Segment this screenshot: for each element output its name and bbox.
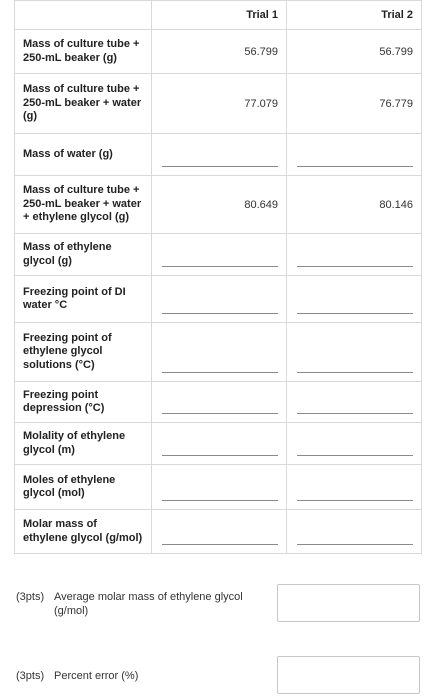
row-label	[15, 74, 152, 134]
answer-line	[297, 500, 413, 501]
answer-blank-trial-1[interactable]	[152, 465, 287, 510]
answer-blank-trial-2[interactable]	[287, 382, 422, 423]
row-label-line: 250-mL beaker + water	[23, 96, 142, 109]
row-label	[15, 423, 152, 465]
question-text-line: Average molar mass of ethylene glycol	[54, 591, 243, 603]
column-header-trial-2: Trial 2	[287, 1, 422, 30]
row-label-line: Mass of culture tube +	[23, 38, 140, 50]
answer-blank-trial-1[interactable]	[152, 134, 287, 176]
row-label-line: + ethylene glycol (g)	[23, 211, 130, 224]
points-label: (3pts)	[16, 670, 45, 682]
row-label-line: Freezing point of	[23, 331, 112, 344]
cell-value-trial-1: 80.649	[152, 176, 287, 234]
answer-blank-trial-2[interactable]	[287, 323, 422, 382]
answer-line	[297, 266, 413, 267]
answer-blank-trial-1[interactable]	[152, 423, 287, 465]
row-label	[15, 382, 152, 423]
question-row	[14, 583, 421, 623]
row-label-line: Mass of ethylene	[23, 241, 112, 253]
table-row	[15, 323, 422, 382]
answer-line	[162, 413, 278, 414]
answer-line	[162, 166, 278, 167]
answer-blank-trial-2[interactable]	[287, 134, 422, 176]
row-label-line: Moles of ethylene	[23, 473, 116, 486]
cell-value-trial-2: 80.146	[287, 176, 422, 234]
row-label-line: Freezing point	[23, 388, 99, 401]
table-row	[15, 74, 422, 134]
table-row	[15, 423, 422, 465]
row-label-line: 250-mL beaker (g)	[23, 51, 117, 64]
answer-line	[297, 544, 413, 545]
answer-blank-trial-2[interactable]	[287, 276, 422, 323]
cell-value-trial-2: 76.779	[287, 74, 422, 134]
answer-blank-trial-2[interactable]	[287, 423, 422, 465]
answer-line	[162, 455, 278, 456]
row-label-line: (g)	[23, 110, 38, 123]
answer-line	[297, 455, 413, 456]
row-label-line: solutions (°C)	[23, 358, 95, 371]
row-label-line: Molality of ethylene	[23, 430, 126, 442]
table-row	[15, 276, 422, 323]
row-label-line: water °C	[23, 299, 68, 311]
answer-line	[297, 413, 413, 414]
points-label: (3pts)	[16, 591, 45, 603]
table-row	[15, 176, 422, 234]
row-label-line: Mass of culture tube +	[23, 184, 140, 197]
answer-line	[297, 166, 413, 167]
question-text-line: Percent error (%)	[54, 670, 139, 682]
answer-line	[162, 266, 278, 267]
row-label	[15, 465, 152, 510]
answer-blank-trial-2[interactable]	[287, 510, 422, 554]
row-label-line: glycol (m)	[23, 443, 75, 456]
table-row	[15, 510, 422, 554]
data-table	[14, 0, 422, 554]
row-label	[15, 30, 152, 74]
answer-line	[162, 544, 278, 545]
row-label-line: glycol (g)	[23, 254, 72, 267]
answer-line	[162, 313, 278, 314]
table-row	[15, 465, 422, 510]
row-label-line: Molar mass of	[23, 518, 97, 530]
question-text-line: (g/mol)	[54, 604, 89, 617]
row-label	[15, 323, 152, 382]
table-row	[15, 382, 422, 423]
row-label-line: ethylene glycol (g/mol)	[23, 531, 143, 544]
cell-value-trial-1: 77.079	[152, 74, 287, 134]
row-label-line: glycol (mol)	[23, 487, 85, 499]
answer-blank-trial-1[interactable]	[152, 510, 287, 554]
question-text	[54, 591, 274, 618]
answer-blank-trial-1[interactable]	[152, 234, 287, 276]
answer-line	[297, 372, 413, 373]
table-row	[15, 134, 422, 176]
header-empty-cell	[15, 1, 152, 30]
row-label	[15, 234, 152, 276]
row-label	[15, 510, 152, 554]
answer-input-box[interactable]	[277, 656, 420, 694]
row-label	[15, 134, 152, 176]
cell-value-trial-2: 56.799	[287, 30, 422, 74]
question-row	[14, 656, 421, 696]
answer-blank-trial-1[interactable]	[152, 382, 287, 423]
table-row	[15, 234, 422, 276]
row-label-line: 250-mL beaker + water	[23, 197, 142, 210]
row-label	[15, 176, 152, 234]
row-label-line: Freezing point of DI	[23, 285, 126, 298]
table-row	[15, 30, 422, 74]
answer-line	[162, 500, 278, 501]
answer-blank-trial-1[interactable]	[152, 323, 287, 382]
answer-line	[297, 313, 413, 314]
answer-input-box[interactable]	[277, 584, 420, 622]
answer-blank-trial-2[interactable]	[287, 465, 422, 510]
header-row	[15, 1, 422, 30]
question-text	[54, 670, 274, 684]
answer-blank-trial-1[interactable]	[152, 276, 287, 323]
answer-blank-trial-2[interactable]	[287, 234, 422, 276]
row-label-line: ethylene glycol	[23, 345, 103, 358]
row-label-line: depression (°C)	[23, 402, 105, 414]
cell-value-trial-1: 56.799	[152, 30, 287, 74]
column-header-trial-1: Trial 1	[152, 1, 287, 30]
row-label-line: Mass of water (g)	[23, 147, 113, 160]
row-label-line: Mass of culture tube +	[23, 83, 140, 96]
row-label	[15, 276, 152, 323]
answer-line	[162, 372, 278, 373]
